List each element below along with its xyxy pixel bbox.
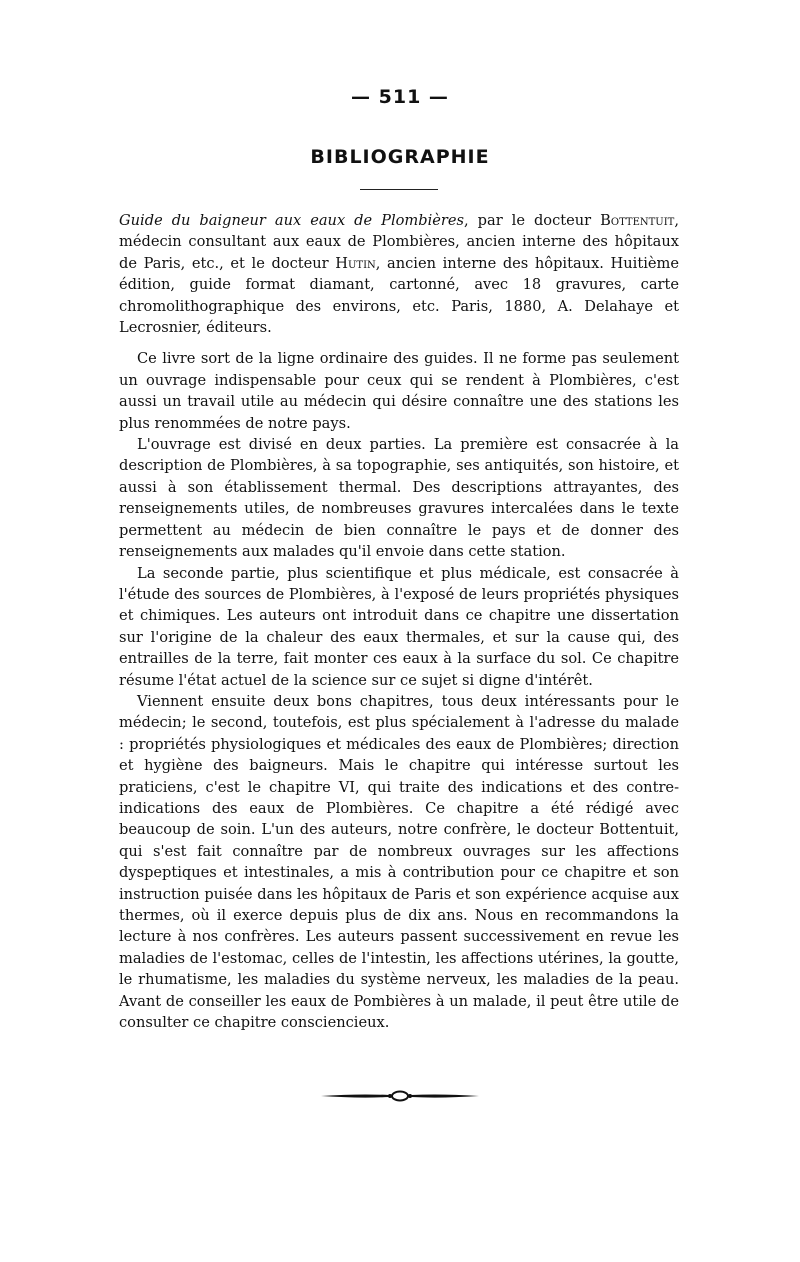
- page-number: — 511 —: [351, 86, 449, 108]
- title-divider: [360, 189, 438, 190]
- body-paragraph: L'ouvrage est divisé en deux parties. La première est consacrée à la description de Plombières, à sa topographie, ses antiquités, son histoire, et aussi à son établissement thermal. Des descriptions attrayantes, des renseignements utiles, de nombreuses gravures intercalées dans le texte permettent au médecin de bien connaître le pays et de donner des renseignements aux malades qu'il envoie dans cette station.: [119, 436, 679, 561]
- citation-text-3: , ancien interne des hôpitaux. Huitième édition, guide format diamant, cartonné, avec 18 gravures, carte chromolithographique des environs, etc. Paris, 1880, A. Delahaye et Lecrosnier, éditeurs.: [119, 254, 679, 337]
- author-name: Hutin: [335, 254, 376, 272]
- body-paragraph: Ce livre sort de la ligne ordinaire des guides. Il ne forme pas seulement un ouvrage indispensable pour ceux qui se rendent à Plombières, c'est aussi un travail utile au médecin qui désire connaître une des stations les plus renommées de notre pays.: [119, 350, 679, 432]
- article-body: [119, 210, 679, 1033]
- citation-text-2: , médecin consultant aux eaux de Plombières, ancien interne des hôpitaux de Paris, etc., et le docteur: [119, 212, 679, 272]
- book-title: Guide du baigneur aux eaux de Plombières: [119, 212, 465, 229]
- section-title: BIBLIOGRAPHIE: [310, 146, 490, 168]
- citation-text-1: , par le docteur: [464, 212, 601, 229]
- end-ornament: [319, 1089, 481, 1103]
- body-paragraph: Viennent ensuite deux bons chapitres, tous deux intéressants pour le médecin; le second, toutefois, est plus spécialement à l'adresse du malade : propriétés physiologiques et médicales des eaux de Plombières; direction et hygiène des baigneurs. Mais le chapitre qui intéresse surtout les praticiens, c'est le chapitre VI, qui traite des indications et des contre-indications des eaux de Plombières. Ce chapitre a été rédigé avec beaucoup de soin. L'un des auteurs, notre confrère, le docteur Bottentuit, qui s'est fait connaître par de nombreux ouvrages sur les affections dyspeptiques et intestinales, a mis à contribution pour ce chapitre et son instruction puisée dans les hôpitaux de Paris et son expérience acquise aux thermes, où il exerce depuis plus de dix ans. Nous en recommandons la lecture à nos confrères. Les auteurs passent successivement en revue les maladies de l'estomac, celles de l'intestin, les affections utérines, la goutte, le rhumatisme, les maladies du système nerveux, les maladies de la peau. Avant de conseiller les eaux de Pombières à un malade, il peut être utile de consulter ce chapitre consciencieux.: [119, 692, 679, 1032]
- body-paragraph: La seconde partie, plus scientifique et plus médicale, est consacrée à l'étude des sources de Plombières, à l'exposé de leurs propriétés physiques et chimiques. Les auteurs ont introduit dans ce chapitre une dissertation sur l'origine de la chaleur des eaux thermales, et sur la cause qui, des entrailles de la terre, fait monter ces eaux à la surface du sol. Ce chapitre résume l'état actuel de la science sur ce sujet si digne d'intérêt.: [119, 564, 679, 689]
- author-name: Bottentuit: [600, 212, 675, 229]
- citation-paragraph: [119, 210, 679, 338]
